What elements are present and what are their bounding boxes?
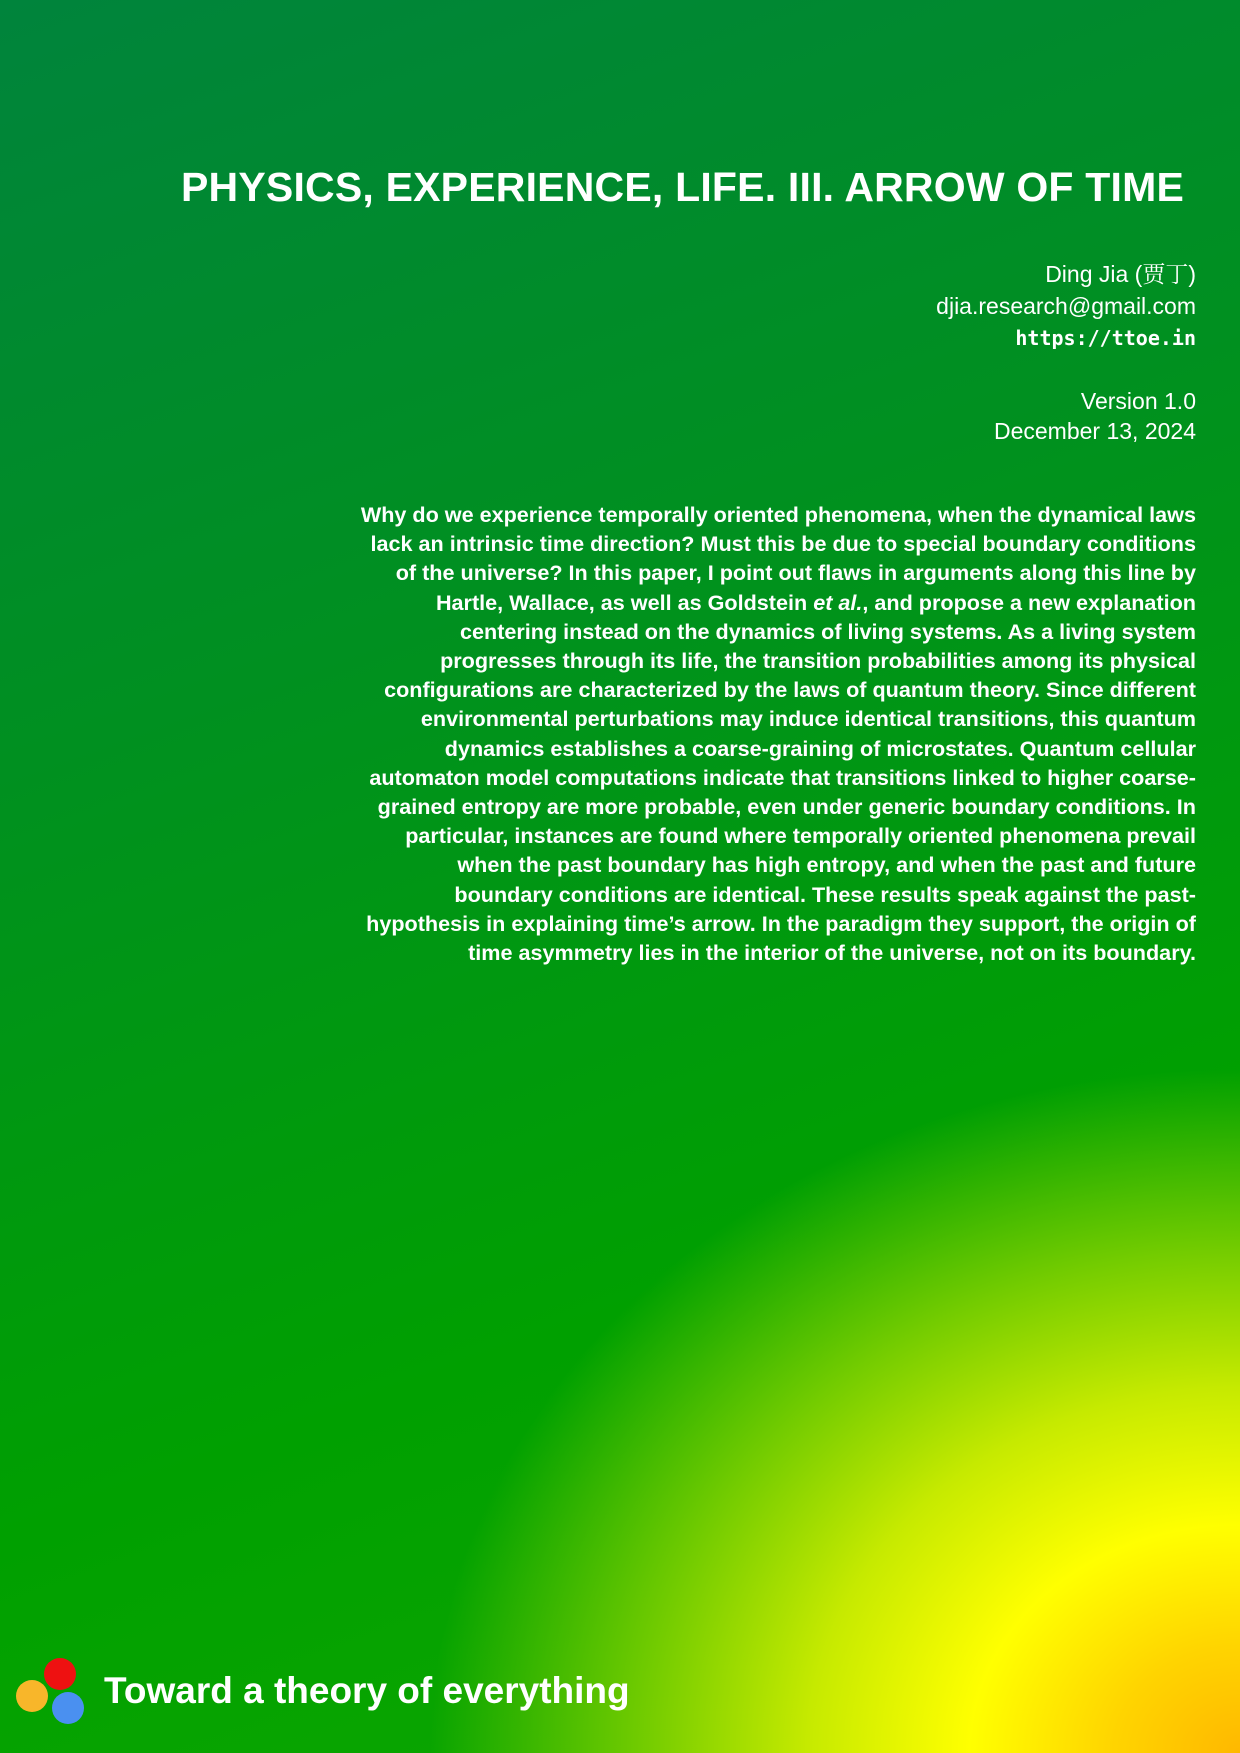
logo-dot-blue-icon [52,1692,84,1724]
abstract [356,500,1196,967]
footer-brand [14,1656,714,1736]
author-block [936,258,1196,354]
publication-date: December 13, 2024 [993,418,1196,444]
author-email[interactable]: djia.research@gmail.com [936,293,1196,319]
logo-dot-orange-icon [16,1680,48,1712]
version-label: Version 1.0 [1080,388,1196,414]
author-url[interactable]: https://ttoe.in [1015,326,1196,350]
paper-title: PHYSICS, EXPERIENCE, LIFE. III. ARROW OF TIME [181,164,1184,210]
footer-tagline: Toward a theory of everything [104,1670,630,1711]
author-name: Ding Jia (贾丁) [1045,261,1196,287]
abstract-text-2: , and propose a new explanation centering instead on the dynamics of living systems. As a living system progresses through its life, the transition probabilities among its physical configurations are characterized by the laws of quantum theory. Since different environmental perturbations may induce identical transitions, this quantum dynamics establishes a coarse-graining of microstates. Quantum cellular automaton model computations indicate that transitions linked to higher coarse-grained entropy are more probable, even under generic boundary conditions. In particular, instances are found where temporally oriented phenomena prevail when the past boundary has high entropy, and when the past and future boundary conditions are identical. These results speak against the past-hypothesis in explaining time’s arrow. In the paradigm they support, the origin of time asymmetry lies in the interior of the universe, not on its boundary. [366,589,1196,966]
abstract-italic: et al. [813,589,863,615]
logo-dot-red-icon [44,1658,76,1690]
version-block [994,386,1196,446]
abstract-text-1: Why do we experience temporally oriented phenomena, when the dynamical laws lack an intrinsic time direction? Must this be due to special boundary conditions of the universe? In this paper, I point out flaws in arguments along this line by Hartle, Wallace, as well as Goldstein [360,502,1196,615]
